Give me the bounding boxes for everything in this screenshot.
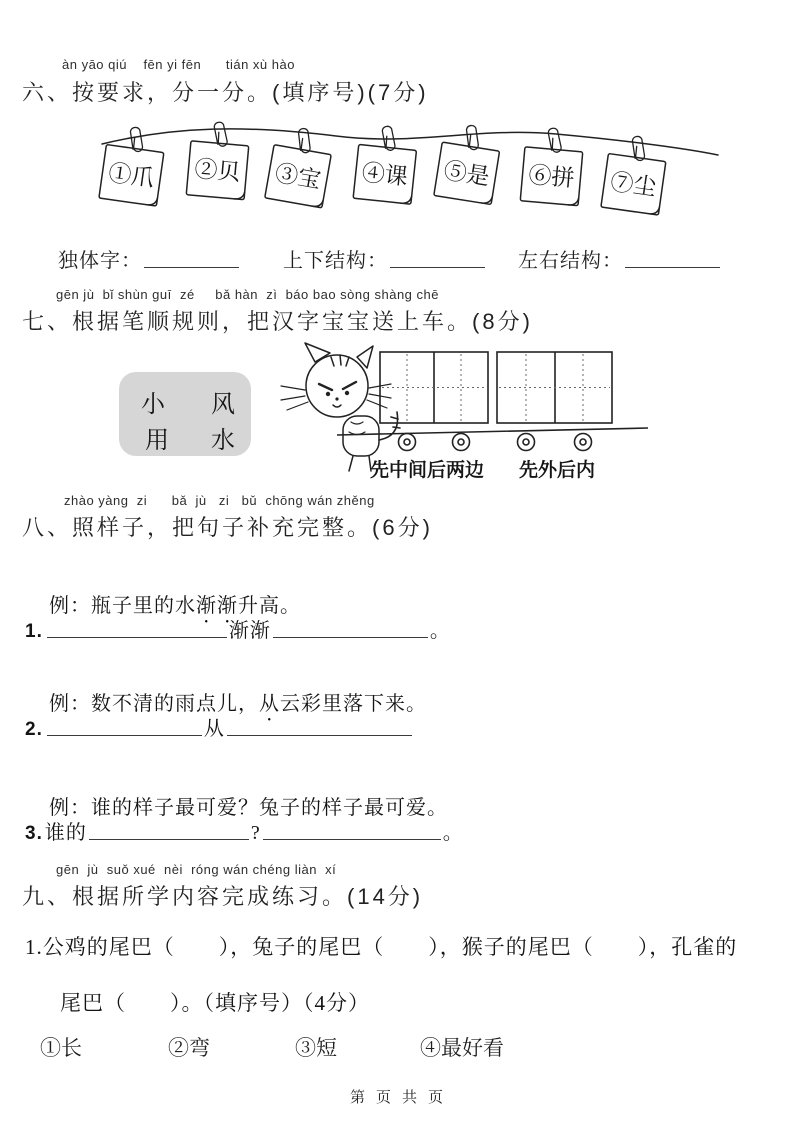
- section9-pinyin: gēn jù suǒ xué nèi róng wán chéng liàn xí: [56, 862, 337, 877]
- answer-blank: [227, 715, 412, 736]
- answer-blank: [625, 247, 720, 268]
- card-label: ⑦尘: [608, 169, 658, 201]
- page-footer: 第页共页: [349, 1089, 454, 1106]
- example-sentence-1: 例：瓶子里的水渐渐升高。: [49, 595, 301, 617]
- section6-heading: 六、按要求，分一分。(填序号)(7分): [22, 80, 429, 105]
- options-row: [0, 1032, 793, 1064]
- word-box-char: 风: [211, 392, 235, 418]
- option-item: ②弯: [168, 1036, 210, 1060]
- answer-period: 。: [442, 822, 464, 844]
- question1-line1: 1.公鸡的尾巴（ ），兔子的尾巴（ ），猴子的尾巴（ ），孔雀的: [25, 935, 738, 959]
- option-item: ④最好看: [420, 1036, 504, 1060]
- answer-blank: [263, 819, 441, 840]
- category-label: 上下结构：: [283, 250, 388, 272]
- train-figure: [95, 338, 655, 488]
- category-label: 独体字：: [58, 250, 142, 272]
- character-card: [353, 124, 419, 205]
- category-label: 左右结构：: [518, 250, 623, 272]
- word-box-char: 用: [145, 428, 169, 454]
- category-group-shangxia: [283, 244, 487, 273]
- example-sentence-3: 例：谁的样子最可爱？兔子的样子最可爱。: [49, 797, 448, 819]
- word-box-char: 小: [141, 392, 165, 418]
- answer-number: 2.: [25, 719, 43, 740]
- answer-blank: [390, 247, 485, 268]
- wheel-icon: [399, 434, 416, 451]
- card-label: ①爪: [106, 160, 156, 192]
- card-label: ⑥拼: [527, 162, 576, 192]
- section7-pinyin: gēn jù bǐ shùn guī zé bǎ hàn zì báo bao sòng shàng chē: [56, 287, 439, 302]
- wheel-icon: [575, 434, 592, 451]
- answer-line-2: [25, 712, 414, 741]
- stroke-rule-label: 先外后内: [518, 460, 596, 481]
- question1-line2: 尾巴（ ）。（填序号）（4分）: [60, 991, 370, 1015]
- option-item: ①长: [40, 1036, 82, 1060]
- clothesline-figure: [96, 120, 726, 236]
- answer-blank: [273, 617, 428, 638]
- section9-heading: 九、根据所学内容完成练习。(14分): [22, 884, 424, 909]
- section8-pinyin: zhào yàng zi bǎ jù zi bǔ chōng wán zhěng: [64, 493, 375, 508]
- word-box-char: 水: [211, 428, 235, 454]
- train-chassis: [337, 428, 648, 435]
- section6-pinyin: àn yāo qiú fēn yi fēn tián xù hào: [62, 57, 295, 72]
- category-group-duti: [58, 244, 241, 273]
- answer-word: 从: [203, 718, 225, 740]
- emphasized-word: 渐渐: [196, 595, 238, 617]
- answer-blank: [47, 715, 202, 736]
- wheel-icon: [453, 434, 470, 451]
- character-card: [265, 124, 335, 208]
- train-car: [380, 352, 488, 451]
- answer-number: 1.: [25, 621, 43, 642]
- card-label: ②贝: [193, 156, 242, 186]
- wheel-icon: [518, 434, 535, 451]
- character-card: [99, 124, 167, 206]
- answer-blank: [47, 617, 227, 638]
- answer-word: 渐渐: [228, 620, 271, 642]
- stroke-rule-label: 先中间后两边: [369, 460, 485, 481]
- character-card: [520, 126, 584, 206]
- emphasized-word: 从: [259, 693, 280, 715]
- card-label: ③宝: [273, 160, 323, 194]
- answer-blank: [89, 819, 249, 840]
- section8-heading: 八、照样子，把句子补充完整。(6分): [22, 515, 433, 540]
- answer-number: 3.: [25, 823, 43, 844]
- option-item: ③短: [295, 1036, 337, 1060]
- answer-blank: [144, 247, 239, 268]
- answer-word: ?: [250, 822, 261, 844]
- card-label: ⑤是: [441, 157, 492, 190]
- category-group-zuoyou: [518, 244, 722, 273]
- example-sentence-2: 例：数不清的雨点儿，从云彩里落下来。: [49, 693, 427, 715]
- cat-illustration: [281, 343, 400, 471]
- answer-prefix: 谁的: [44, 822, 87, 844]
- answer-period: 。: [429, 620, 451, 642]
- card-label: ④课: [360, 159, 409, 190]
- character-card: [186, 120, 250, 200]
- category-blanks-row: [0, 244, 793, 278]
- section7-heading: 七、根据笔顺规则，把汉字宝宝送上车。(8分): [22, 309, 533, 334]
- answer-line-3: [25, 816, 464, 845]
- train-car: [497, 352, 612, 451]
- answer-line-1: [25, 614, 451, 643]
